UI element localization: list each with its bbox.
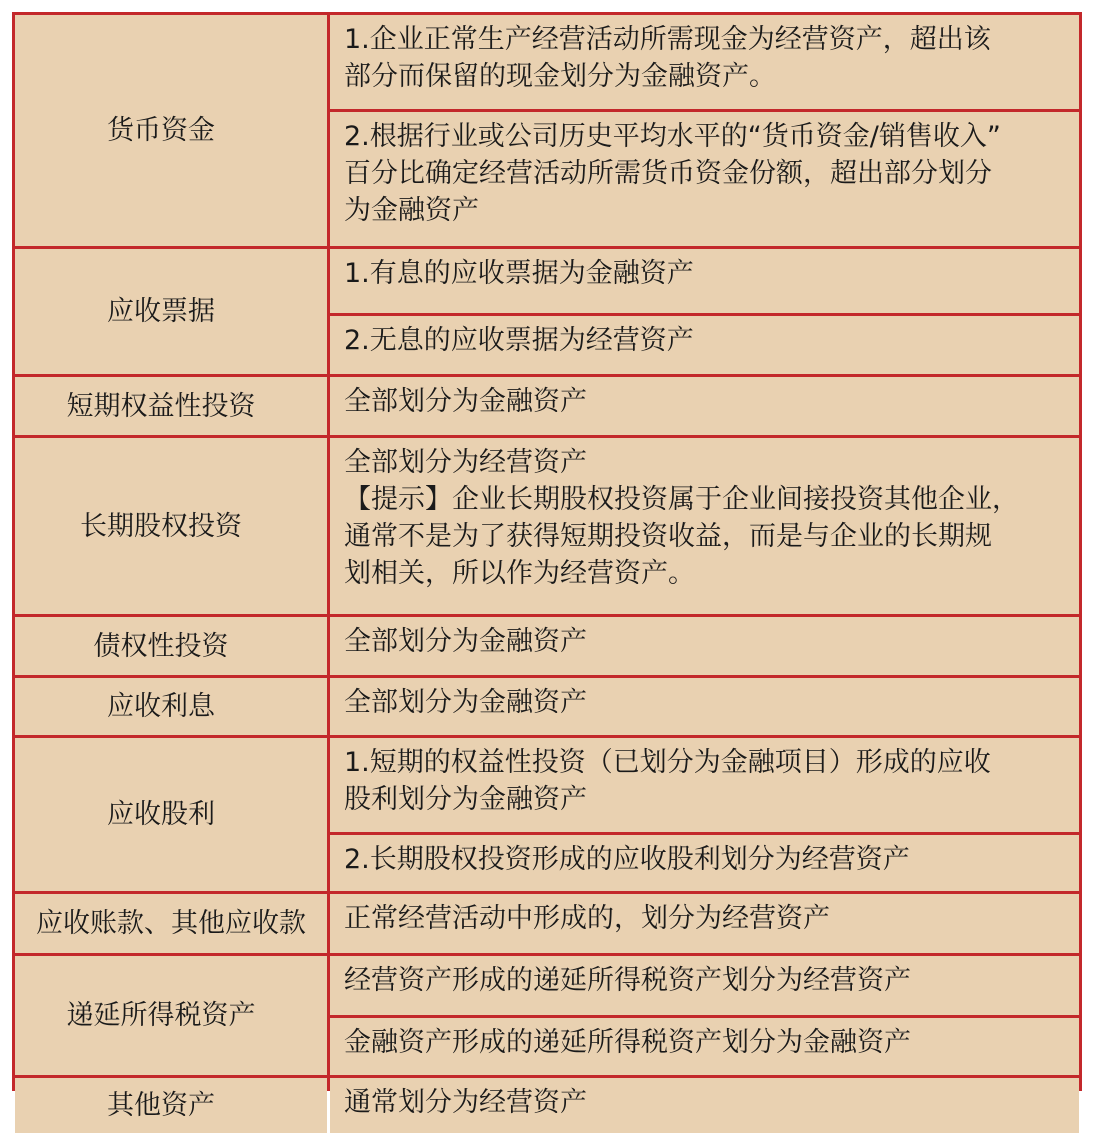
row-label: 债权性投资 (15, 617, 327, 675)
row-label: 短期权益性投资 (15, 377, 327, 435)
row-label: 应收股利 (15, 738, 327, 891)
row-description: 1.有息的应收票据为金融资产 (330, 249, 1079, 313)
row-description: 金融资产形成的递延所得税资产划分为金融资产 (330, 1018, 1079, 1075)
row-description: 正常经营活动中形成的，划分为经营资产 (330, 894, 1079, 953)
row-description: 全部划分为金融资产 (330, 617, 1079, 675)
row-label: 应收利息 (15, 678, 327, 735)
row-description: 全部划分为经营资产 【提示】企业长期股权投资属于企业间接投资其他企业， 通常不是为了获得短期投资收益，而是与企业的长期规 划相关，所以作为经营资产。 (330, 438, 1079, 614)
row-label: 应收票据 (15, 249, 327, 374)
row-description: 2.长期股权投资形成的应收股利划分为经营资产 (330, 835, 1079, 891)
row-label: 其他资产 (15, 1078, 327, 1133)
row-description: 1.企业正常生产经营活动所需现金为经营资产，超出该 部分而保留的现金划分为金融资产。 (330, 15, 1079, 109)
row-label: 货币资金 (15, 15, 327, 246)
row-description: 通常划分为经营资产 (330, 1078, 1079, 1133)
row-description: 2.无息的应收票据为经营资产 (330, 316, 1079, 374)
row-description: 全部划分为金融资产 (330, 377, 1079, 435)
row-description: 全部划分为金融资产 (330, 678, 1079, 735)
row-description: 2.根据行业或公司历史平均水平的“货币资金/销售收入” 百分比确定经营活动所需货币资金份额，超出部分划分 为金融资产 (330, 112, 1079, 246)
asset-classification-table (12, 12, 1082, 1121)
row-label: 应收账款、其他应收款 (15, 894, 327, 953)
row-description: 经营资产形成的递延所得税资产划分为经营资产 (330, 956, 1079, 1015)
row-label: 递延所得税资产 (15, 956, 327, 1075)
row-description: 1.短期的权益性投资（已划分为金融项目）形成的应收 股利划分为金融资产 (330, 738, 1079, 832)
row-label: 长期股权投资 (15, 438, 327, 614)
